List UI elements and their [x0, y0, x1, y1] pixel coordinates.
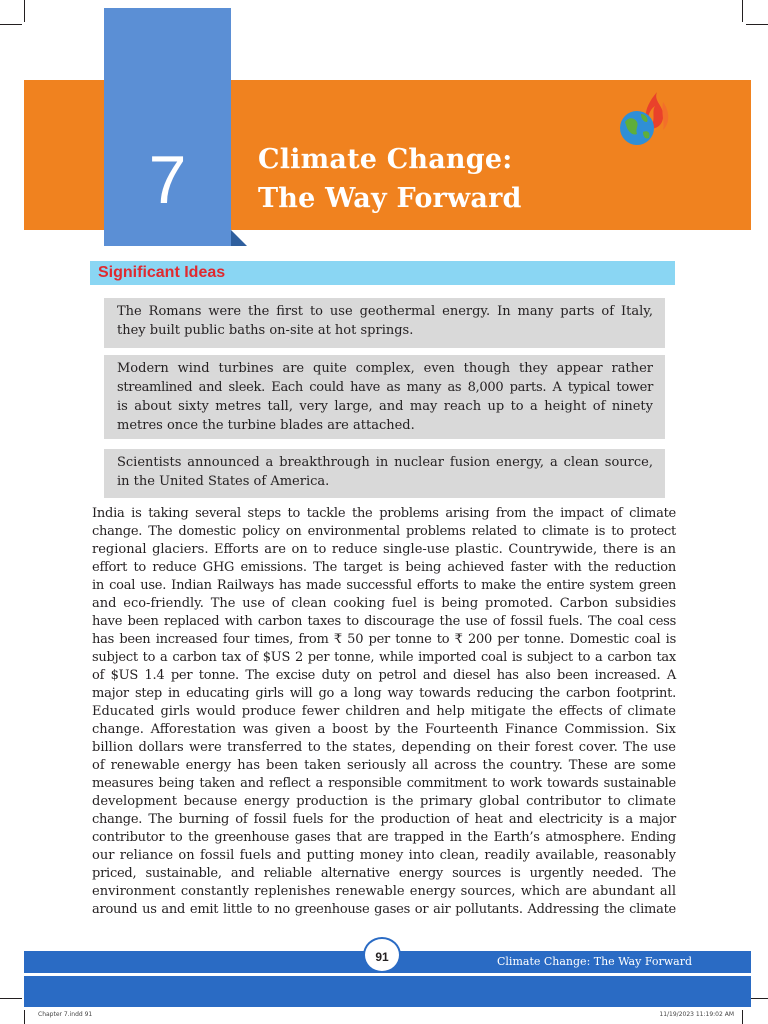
slug-timestamp: 11/19/2023 11:19:02 AM [659, 1011, 734, 1018]
body-line: effort to reduce GHG emissions. The target is being achieved faster with the reduction [92, 560, 676, 575]
crop-mark [742, 0, 743, 22]
body-line: of $US 1.4 per tonne. The excise duty on petrol and diesel has also been increased. A [92, 668, 676, 683]
body-line: major step in educating girls will go a long way towards reducing the carbon footprint. [92, 686, 676, 701]
body-line: our reliance on fossil fuels and putting money into clean, readily available, reasonably [92, 848, 676, 863]
chapter-number: 7 [148, 142, 187, 218]
body-line: of renewable energy has been taken seriously all across the country. These are some [92, 758, 676, 773]
idea-line: Modern wind turbines are quite complex, even though they appear rather [117, 361, 653, 376]
body-line: priced, sustainable, and reliable alternative energy sources is urgently needed. The [92, 866, 676, 881]
idea-line: is about sixty metres tall, very large, and may reach up to a height of ninety [117, 399, 653, 414]
flame-inner-shape [662, 102, 668, 130]
running-title: Climate Change: The Way Forward [497, 955, 692, 968]
significant-ideas-heading: Significant Ideas [98, 264, 226, 281]
body-line: billion dollars were transferred to the states, depending on their forest cover. The use [92, 740, 676, 755]
idea-line: they built public baths on-site at hot springs. [117, 323, 414, 338]
globe-flame-icon [613, 88, 677, 152]
body-line: have been replaced with carbon taxes to discourage the use of fossil fuels. The coal cess [92, 614, 676, 629]
crop-mark [24, 0, 25, 22]
body-line: measures being taken and reflect a responsible commitment to work towards sustainable [92, 776, 676, 791]
significant-ideas-header [90, 261, 675, 285]
bottom-band [24, 976, 751, 1007]
body-line: environment constantly replenishes renewable energy sources, which are abundant all [92, 884, 676, 899]
body-line: in coal use. Indian Railways has made successful efforts to make the entire system green [92, 578, 676, 593]
body-line: and eco-friendly. The use of clean cooking fuel is being promoted. Carbon subsidies [92, 596, 676, 611]
idea-line: metres once the turbine blades are attached. [117, 418, 415, 433]
chapter-title-line: Climate Change: [258, 144, 513, 175]
body-line: Educated girls would produce fewer children and help mitigate the effects of climate [92, 704, 676, 719]
body-line: change. The burning of fossil fuels for the production of heat and electricity is a major [92, 812, 676, 827]
body-line: around us and emit little to no greenhouse gases or air pollutants. Addressing the climate [92, 902, 676, 917]
body-line: regional glaciers. Efforts are on to reduce single-use plastic. Countrywide, there is an [92, 542, 676, 557]
idea-line: The Romans were the first to use geothermal energy. In many parts of Italy, [117, 304, 653, 319]
body-line: contributor to the greenhouse gases that are trapped in the Earth’s atmosphere. Ending [92, 830, 676, 845]
body-paragraph [92, 505, 676, 919]
crop-mark [24, 1010, 25, 1024]
crop-mark [742, 1010, 743, 1024]
globe-sphere [620, 111, 654, 145]
body-line: change. Afforestation was given a boost by the Fourteenth Finance Commission. Six [92, 722, 676, 737]
idea-line: streamlined and sleek. Each could have as many as 8,000 parts. A typical tower [117, 380, 653, 395]
body-line: development because energy production is the primary global contributor to climate [92, 794, 676, 809]
body-line: has been increased four times, from ₹ 50 per tonne to ₹ 200 per tonne. Domestic coal is [92, 632, 676, 647]
crop-mark [746, 24, 768, 25]
tab-fold [231, 230, 247, 246]
chapter-title [258, 140, 638, 218]
idea-line: in the United States of America. [117, 474, 330, 489]
idea-line: Scientists announced a breakthrough in nuclear fusion energy, a clean source, [117, 455, 653, 470]
idea-box [104, 449, 665, 498]
body-line: subject to a carbon tax of $US 2 per tonne, while imported coal is subject to a carbon tax [92, 650, 676, 665]
body-line: India is taking several steps to tackle the problems arising from the impact of climate [92, 506, 676, 521]
page-number: 91 [363, 937, 401, 973]
idea-box [104, 355, 665, 439]
idea-box [104, 298, 665, 348]
crop-mark [0, 24, 22, 25]
chapter-title-line: The Way Forward [258, 183, 522, 214]
body-line: change. The domestic policy on environmental problems related to climate is to protect [92, 524, 676, 539]
crop-mark [0, 998, 22, 999]
slug-file-info: Chapter 7.indd 91 [38, 1011, 93, 1018]
